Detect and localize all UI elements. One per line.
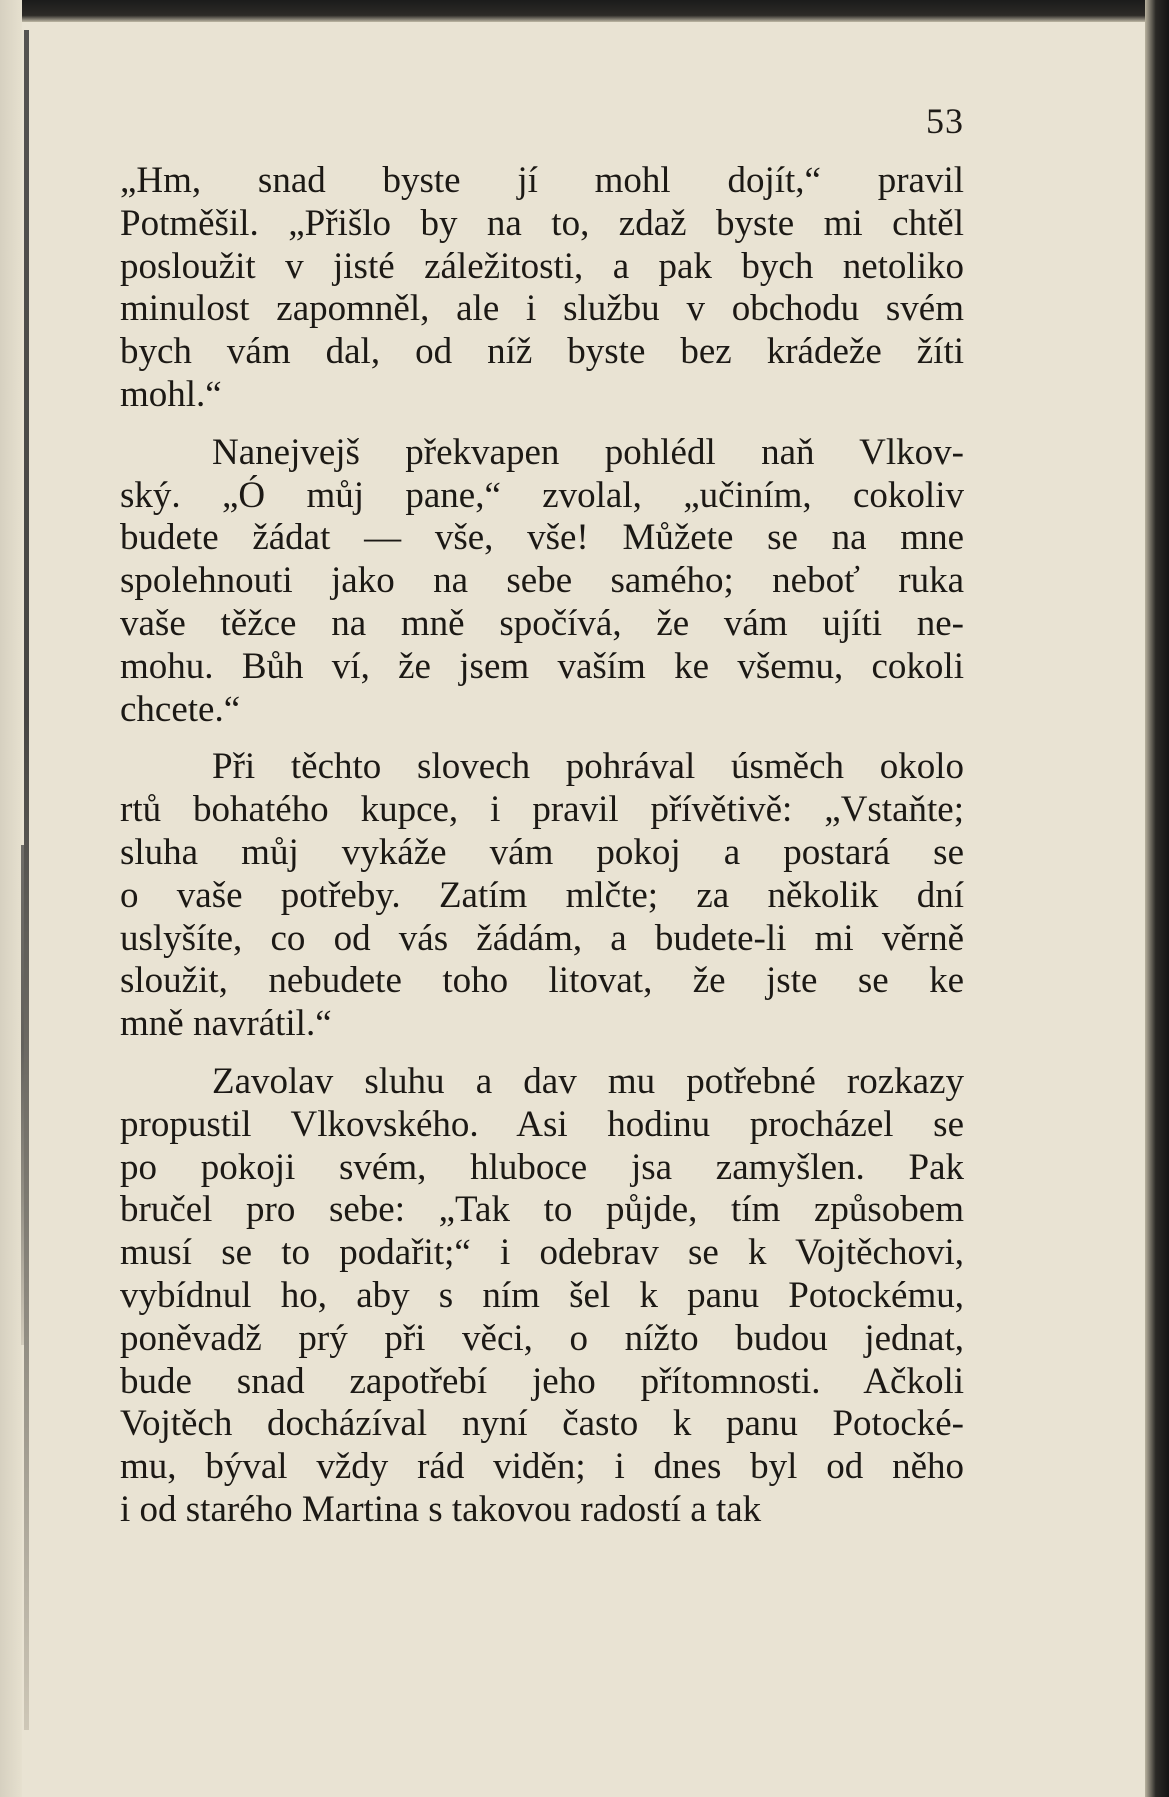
text-line: budete žádat — vše, vše! Můžete se na mne [120, 517, 964, 559]
text-line: vybídnul ho, aby s ním šel k panu Potockému, [120, 1274, 964, 1316]
text-line: po pokoji svém, hluboce jsa zamyšlen. Pak [120, 1146, 964, 1188]
scan-edge-left [0, 0, 22, 1797]
text-line: sluha můj vykáže vám pokoj a postará se [120, 831, 964, 873]
text-line: vaše těžce na mně spočívá, že vám ujíti ne- [120, 602, 964, 644]
text-line: sloužit, nebudete toho litovat, že jste se ke [120, 960, 964, 1002]
text-line: minulost zapomněl, ale i službu v obchodu svém [120, 288, 964, 330]
text-line: propustil Vlkovského. Asi hodinu procházel se [120, 1103, 964, 1145]
text-line: uslyšíte, co od vás žádám, a budete-li mi věrně [120, 917, 964, 959]
text-line: bručel pro sebe: „Tak to půjde, tím způsobem [120, 1189, 964, 1231]
text-line: mu, býval vždy rád viděn; i dnes byl od něho [120, 1446, 964, 1488]
text-line: bude snad zapotřebí jeho přítomnosti. Ačkoli [120, 1360, 964, 1402]
scan-edge-right [1145, 0, 1169, 1797]
text-line: Při těchto slovech pohrával úsměch okolo [212, 746, 964, 788]
text-line: mně navrátil.“ [120, 1003, 332, 1045]
text-line: musí se to podařit;“ i odebrav se k Vojtěchovi, [120, 1232, 964, 1274]
book-page [120, 0, 964, 1797]
binding-gutter [24, 30, 29, 1730]
text-line: bych vám dal, od níž byste bez krádeže žíti [120, 331, 964, 373]
text-line: Potměšil. „Přišlo by na to, zdaž byste mi chtěl [120, 202, 964, 244]
text-line: spolehnouti jako na sebe samého; neboť ruka [120, 560, 964, 602]
text-line: Zavolav sluhu a dav mu potřebné rozkazy [212, 1060, 964, 1102]
body-text [120, 160, 964, 1532]
paragraph-gap [120, 731, 964, 746]
text-line: chcete.“ [120, 688, 241, 730]
text-line: ský. „Ó můj pane,“ zvolal, „učiním, cokoliv [120, 474, 964, 516]
paragraph-gap [120, 417, 964, 432]
text-line: posloužit v jisté záležitosti, a pak bych netoliko [120, 245, 964, 287]
text-line: „Hm, snad byste jí mohl dojít,“ pravil [120, 160, 964, 201]
text-line: poněvadž prý při věci, o nížto budou jednat, [120, 1317, 964, 1359]
text-line: mohl.“ [120, 373, 222, 415]
text-line: Nanejvejš překvapen pohlédl naň Vlkov- [212, 431, 964, 473]
binding-gutter-mark [21, 845, 24, 1345]
text-line: o vaše potřeby. Zatím mlčte; za několik dní [120, 874, 964, 916]
page-number: 53 [926, 101, 964, 141]
text-line: mohu. Bůh ví, že jsem vaším ke všemu, cokoli [120, 645, 964, 687]
text-line: Vojtěch docházíval nyní často k panu Potocké- [120, 1403, 964, 1445]
paragraph-gap [120, 1046, 964, 1061]
text-line: i od starého Martina s takovou radostí a tak [120, 1488, 762, 1530]
text-line: rtů bohatého kupce, i pravil přívětivě: „Vstaňte; [120, 789, 964, 831]
